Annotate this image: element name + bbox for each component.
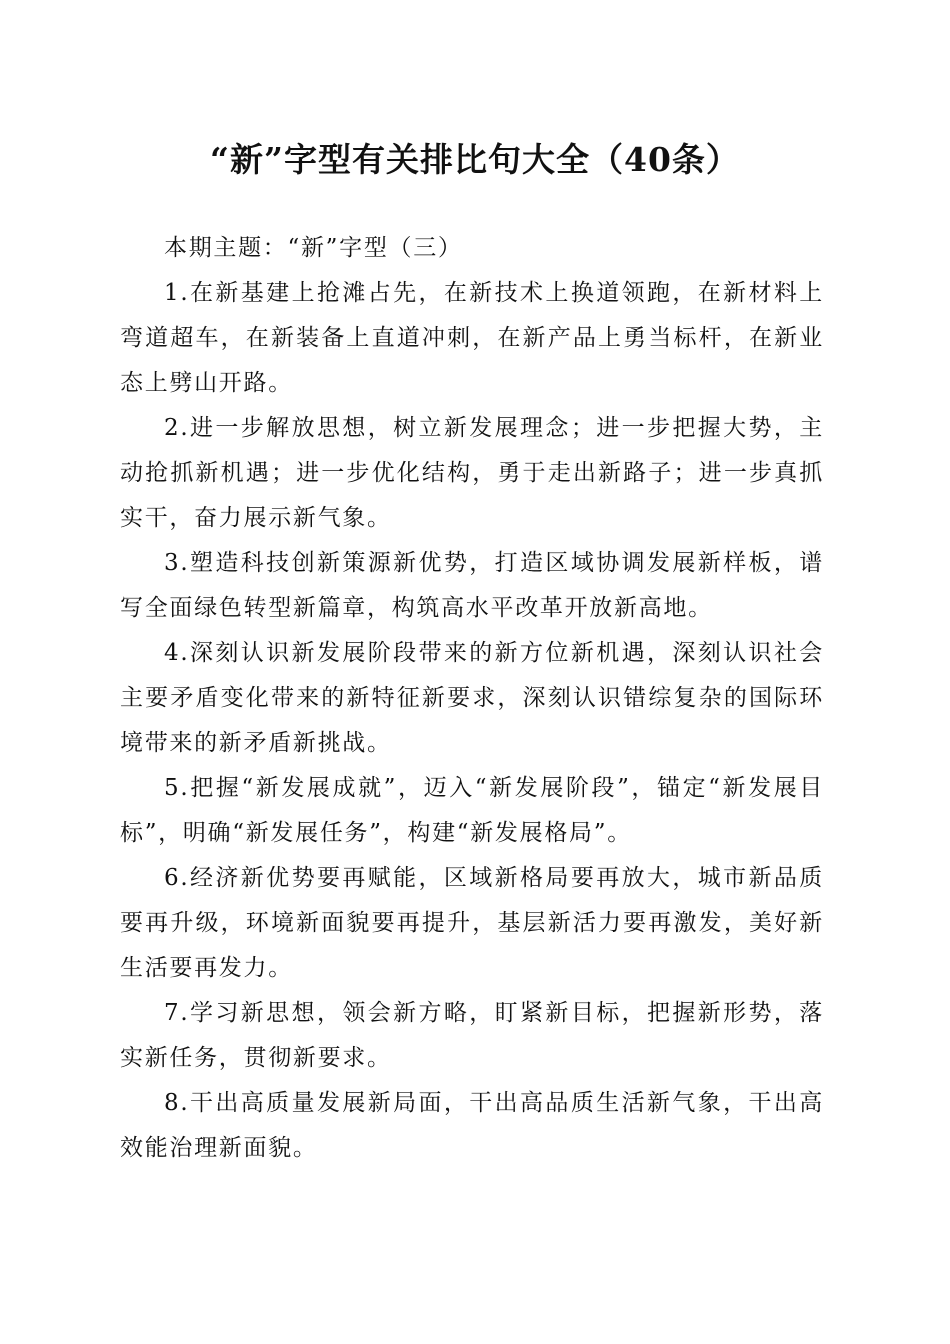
list-item: 7.学习新思想，领会新方略，盯紧新目标，把握新形势，落实新任务，贯彻新要求。 [120, 1000, 824, 1071]
list-item: 8.干出高质量发展新局面，干出高品质生活新气象，干出高效能治理新面貌。 [120, 1090, 824, 1161]
theme-line: 本期主题：“新”字型（三） [164, 235, 463, 261]
list-item: 2.进一步解放思想，树立新发展理念；进一步把握大势，主动抢抓新机遇；进一步优化结构，勇于走出新路子；进一步真抓实干，奋力展示新气象。 [120, 415, 824, 531]
document-body [120, 226, 824, 1171]
list-item: 6.经济新优势要再赋能，区域新格局要再放大，城市新品质要再升级，环境新面貌要再提升，基层新活力要再激发，美好新生活要再发力。 [120, 865, 824, 981]
document-title: “新”字型有关排比句大全（40条） [210, 140, 740, 179]
list-item: 5.把握“新发展成就”，迈入“新发展阶段”，锚定“新发展目标”，明确“新发展任务”，构建“新发展格局”。 [120, 775, 824, 846]
list-item: 1.在新基建上抢滩占先，在新技术上换道领跑，在新材料上弯道超车，在新装备上直道冲刺，在新产品上勇当标杆，在新业态上劈山开路。 [120, 280, 824, 396]
list-item: 4.深刻认识新发展阶段带来的新方位新机遇，深刻认识社会主要矛盾变化带来的新特征新要求，深刻认识错综复杂的国际环境带来的新矛盾新挑战。 [120, 640, 824, 756]
list-item: 3.塑造科技创新策源新优势，打造区域协调发展新样板，谱写全面绿色转型新篇章，构筑高水平改革开放新高地。 [120, 550, 824, 621]
